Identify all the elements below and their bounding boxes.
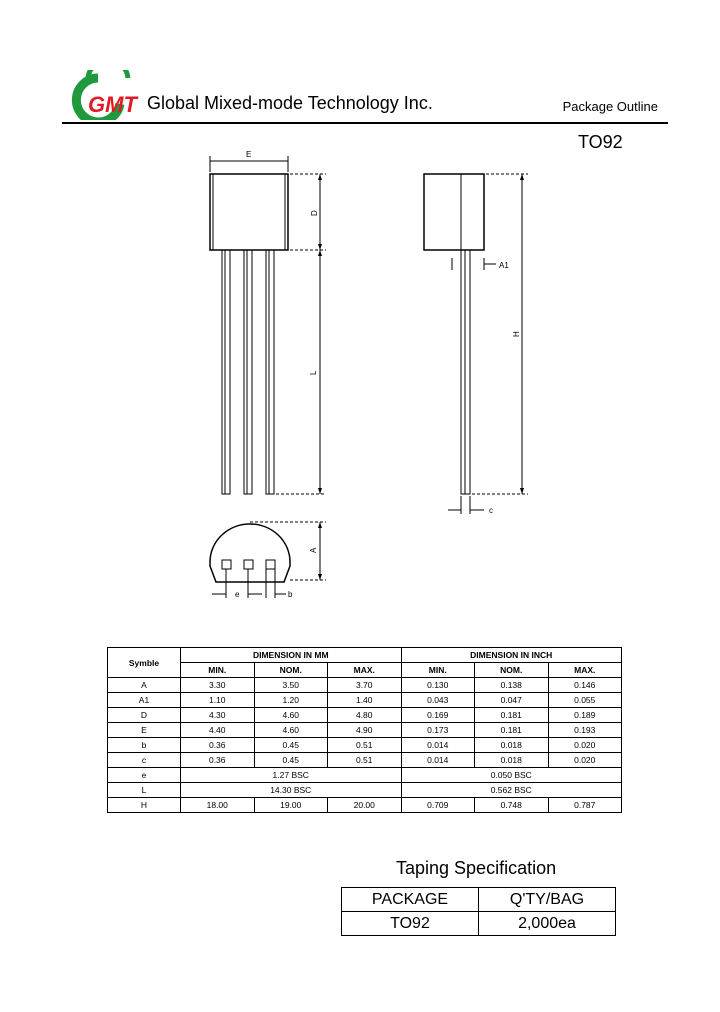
table-cell: 0.020: [548, 738, 622, 753]
table-cell: 4.90: [328, 723, 402, 738]
sub-header: MIN.: [181, 663, 255, 678]
table-cell: 4.40: [181, 723, 255, 738]
taping-table: [341, 887, 616, 936]
taping-package-value: TO92: [342, 912, 479, 936]
lead-right: [266, 250, 274, 494]
taping-header-package: PACKAGE: [342, 888, 479, 912]
table-cell: 0.018: [475, 753, 549, 768]
table-cell: A1: [108, 693, 181, 708]
label-c: c: [489, 506, 493, 515]
table-row: [108, 723, 622, 738]
table-cell: 0.169: [401, 708, 475, 723]
table-cell: 0.173: [401, 723, 475, 738]
table-cell: 4.80: [328, 708, 402, 723]
table-cell: 0.45: [254, 738, 328, 753]
table-cell: 18.00: [181, 798, 255, 813]
table-cell: e: [108, 768, 181, 783]
sub-header: NOM.: [254, 663, 328, 678]
table-cell: b: [108, 738, 181, 753]
table-cell: 0.36: [181, 738, 255, 753]
table-cell: 0.047: [475, 693, 549, 708]
sub-header: MAX.: [328, 663, 402, 678]
sub-header: NOM.: [475, 663, 549, 678]
table-cell: 0.51: [328, 753, 402, 768]
table-cell: 0.709: [401, 798, 475, 813]
table-cell: 0.787: [548, 798, 622, 813]
table-cell: c: [108, 753, 181, 768]
table-cell: 20.00: [328, 798, 402, 813]
sub-header: MAX.: [548, 663, 622, 678]
taping-title: Taping Specification: [396, 858, 557, 878]
table-cell: 4.60: [254, 708, 328, 723]
table-cell: 0.189: [548, 708, 622, 723]
lead-left: [222, 250, 230, 494]
table-cell: 0.138: [475, 678, 549, 693]
table-cell: 0.193: [548, 723, 622, 738]
label-D: D: [310, 210, 319, 216]
table-row: [108, 738, 622, 753]
table-cell: 0.146: [548, 678, 622, 693]
dimensions-table: [107, 647, 622, 813]
label-b: b: [288, 590, 293, 599]
bottom-lead-1: [222, 560, 231, 569]
label-A1: A1: [499, 261, 509, 270]
table-cell: 0.050 BSC: [401, 768, 622, 783]
table-cell: 0.130: [401, 678, 475, 693]
table-cell: 0.181: [475, 708, 549, 723]
side-body: [424, 174, 484, 250]
table-cell: 1.10: [181, 693, 255, 708]
table-row: [108, 708, 622, 723]
bottom-lead-3: [266, 560, 275, 569]
table-cell: 1.27 BSC: [181, 768, 402, 783]
bottom-view-body: [210, 524, 290, 582]
table-row: [108, 783, 622, 798]
table-cell: 0.45: [254, 753, 328, 768]
label-E: E: [246, 150, 252, 159]
table-cell: 3.30: [181, 678, 255, 693]
table-cell: 0.51: [328, 738, 402, 753]
table-row: [108, 678, 622, 693]
label-e: e: [235, 590, 240, 599]
package-name: TO92: [578, 132, 623, 152]
table-cell: 0.36: [181, 753, 255, 768]
table-cell: 3.70: [328, 678, 402, 693]
table-cell: L: [108, 783, 181, 798]
table-cell: 0.748: [475, 798, 549, 813]
table-cell: 19.00: [254, 798, 328, 813]
table-cell: 0.014: [401, 738, 475, 753]
table-cell: 4.30: [181, 708, 255, 723]
logo-text: GMT: [88, 92, 137, 117]
bottom-lead-2: [244, 560, 253, 569]
table-cell: 3.50: [254, 678, 328, 693]
mm-header: DIMENSION IN MM: [181, 648, 402, 663]
label-H: H: [512, 331, 521, 337]
table-cell: A: [108, 678, 181, 693]
symbol-header: Symble: [108, 648, 181, 678]
front-body: [210, 174, 288, 250]
label-A: A: [309, 547, 318, 553]
table-row: [108, 693, 622, 708]
taping-header-qty: Q'TY/BAG: [479, 888, 616, 912]
table-cell: 0.562 BSC: [401, 783, 622, 798]
sub-header: MIN.: [401, 663, 475, 678]
table-cell: H: [108, 798, 181, 813]
lead-middle: [244, 250, 252, 494]
table-cell: 0.181: [475, 723, 549, 738]
table-cell: 0.018: [475, 738, 549, 753]
table-row: [342, 912, 616, 936]
taping-qty-value: 2,000ea: [479, 912, 616, 936]
document-title: Package Outline: [562, 99, 658, 114]
table-cell: 1.40: [328, 693, 402, 708]
table-cell: E: [108, 723, 181, 738]
table-cell: 0.043: [401, 693, 475, 708]
table-cell: 1.20: [254, 693, 328, 708]
company-name: Global Mixed-mode Technology Inc.: [147, 93, 433, 113]
table-cell: D: [108, 708, 181, 723]
table-cell: 0.014: [401, 753, 475, 768]
table-cell: 4.60: [254, 723, 328, 738]
table-cell: 0.055: [548, 693, 622, 708]
table-cell: 14.30 BSC: [181, 783, 402, 798]
label-L: L: [309, 370, 318, 375]
table-cell: 0.020: [548, 753, 622, 768]
inch-header: DIMENSION IN INCH: [401, 648, 622, 663]
table-row: [108, 798, 622, 813]
table-row: [108, 768, 622, 783]
table-row: [108, 753, 622, 768]
